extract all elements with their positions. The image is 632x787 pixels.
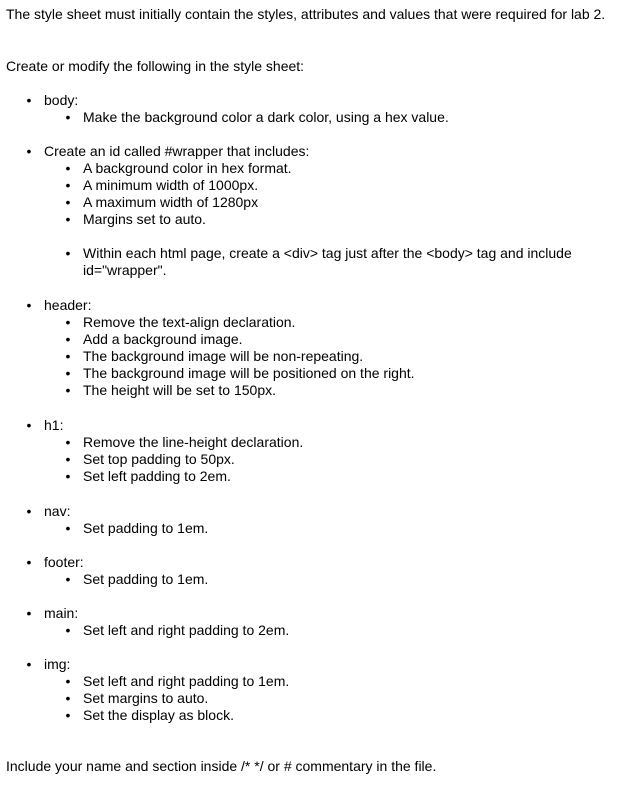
section-label: main: xyxy=(44,605,79,621)
bullet: • xyxy=(65,365,71,381)
bullet: • xyxy=(65,331,71,347)
bullet: • xyxy=(65,520,71,536)
bullet: • xyxy=(65,707,71,723)
bullet: • xyxy=(65,451,71,467)
list-item-text: A background color in hex format. xyxy=(83,160,292,176)
bullet: • xyxy=(65,194,71,210)
list-item-text: Set padding to 1em. xyxy=(83,571,209,587)
list-item-text: Remove the text-align declaration. xyxy=(83,314,296,330)
bullet: • xyxy=(65,211,71,227)
instructions-heading: Create or modify the following in the style sheet: xyxy=(6,58,305,74)
bullet: • xyxy=(65,571,71,587)
section-label: nav: xyxy=(44,503,71,519)
section-label: Create an id called #wrapper that includes: xyxy=(44,143,310,159)
bullet: • xyxy=(65,434,71,450)
bullet: • xyxy=(26,554,32,570)
list-item-text: Set top padding to 50px. xyxy=(83,451,235,467)
intro-paragraph: The style sheet must initially contain the styles, attributes and values that were required for lab 2. xyxy=(6,6,606,22)
section-label: body: xyxy=(44,92,79,108)
list-item-text: Set margins to auto. xyxy=(83,690,209,706)
list-item-text: Add a background image. xyxy=(83,331,243,347)
bullet: • xyxy=(65,109,71,125)
list-item-text: Set left and right padding to 1em. xyxy=(83,673,290,689)
list-item-text: Margins set to auto. xyxy=(83,211,206,227)
list-item-text: The height will be set to 150px. xyxy=(83,382,277,398)
section-label: h1: xyxy=(44,417,64,433)
bullet: • xyxy=(65,160,71,176)
bullet: • xyxy=(65,690,71,706)
list-item-text: Remove the line-height declaration. xyxy=(83,434,304,450)
list-item-text: Set the display as block. xyxy=(83,707,234,723)
bullet: • xyxy=(26,417,32,433)
list-item-text: Set padding to 1em. xyxy=(83,520,209,536)
list-item-text: Make the background color a dark color, using a hex value. xyxy=(83,109,449,125)
bullet: • xyxy=(26,503,32,519)
section-label: header: xyxy=(44,297,92,313)
list-item-text: Set left padding to 2em. xyxy=(83,468,231,484)
bullet: • xyxy=(26,656,32,672)
list-item-text: Set left and right padding to 2em. xyxy=(83,622,290,638)
bullet: • xyxy=(65,314,71,330)
bullet: • xyxy=(65,673,71,689)
bullet: • xyxy=(26,92,32,108)
bullet: • xyxy=(26,297,32,313)
bullet: • xyxy=(65,622,71,638)
bullet: • xyxy=(65,382,71,398)
bullet: • xyxy=(65,177,71,193)
list-item-text: The background image will be non-repeating. xyxy=(83,348,364,364)
bullet: • xyxy=(26,143,32,159)
bullet: • xyxy=(65,245,71,261)
list-item-text: The background image will be positioned on the right. xyxy=(83,365,415,381)
section-label: img: xyxy=(44,656,71,672)
list-item-text: Within each html page, create a <div> tag just after the <body> tag and include id="wrapper". xyxy=(83,245,572,278)
section-label: footer: xyxy=(44,554,84,570)
bullet: • xyxy=(65,468,71,484)
list-item-text: A minimum width of 1000px. xyxy=(83,177,259,193)
closing-note: Include your name and section inside /* */ or # commentary in the file. xyxy=(6,758,437,774)
bullet: • xyxy=(26,605,32,621)
bullet: • xyxy=(65,348,71,364)
list-item-text: A maximum width of 1280px xyxy=(83,194,259,210)
